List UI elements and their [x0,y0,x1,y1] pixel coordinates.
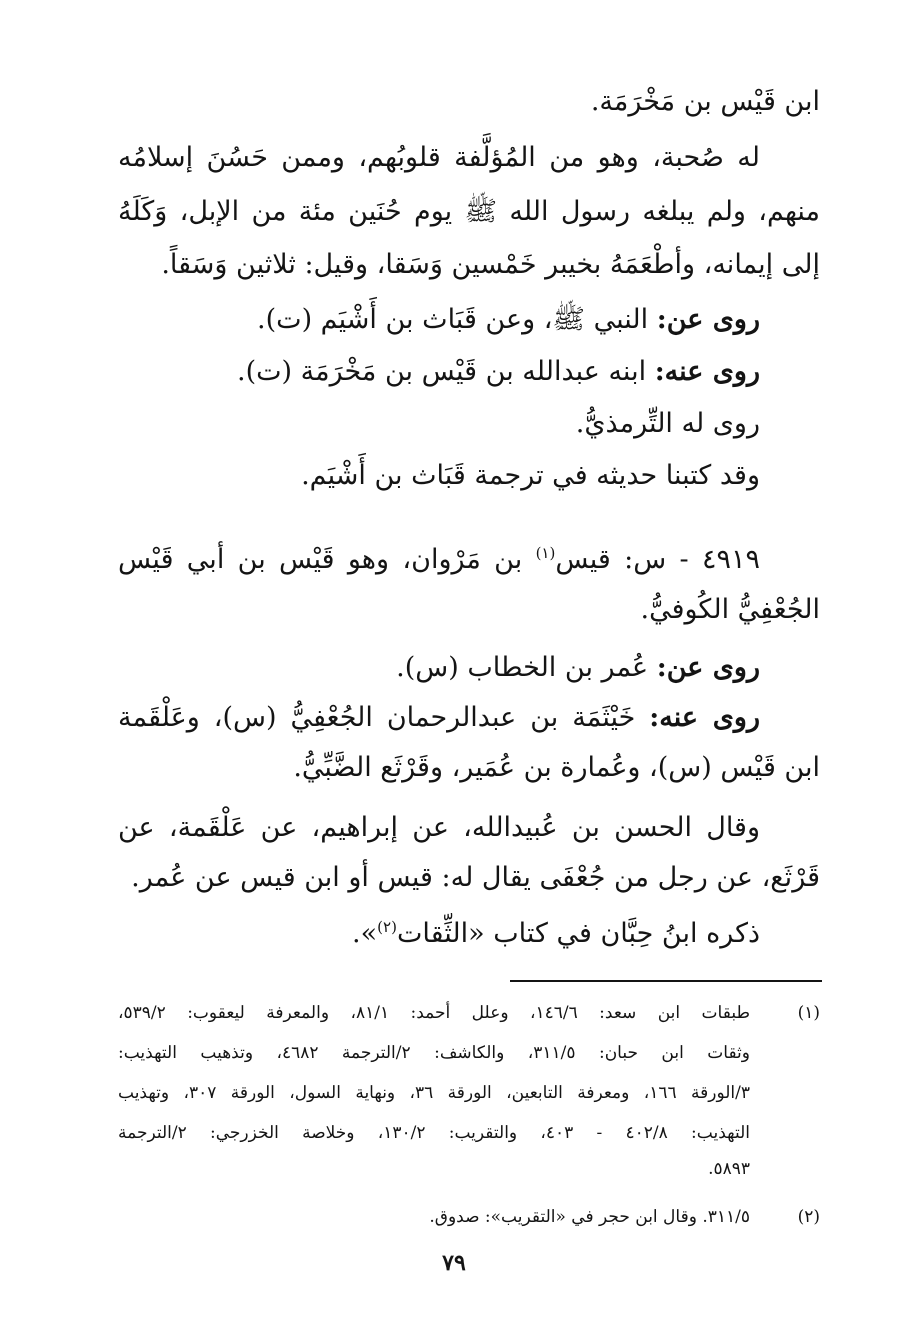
footnote-1-line-3: ٣/الورقة ١٦٦، ومعرفة التابعين، الورقة ٣٦، ونهاية السول، الورقة ٣٠٧، وتهذيب [118,1083,750,1103]
footnote-1-number: (١) [797,1003,820,1023]
qala-line-2: قَرْثَع، عن رجل من جُعْفَى يقال له: قيس أو ابن قيس عن عُمر. [131,862,820,893]
narrators-line-4919 [118,698,760,738]
footnote-separator [510,980,822,982]
entry-name-line: ابن قَيْس بن مَخْرَمَة. [590,86,820,117]
narrated-from-text: عُمر بن الخطاب (س). [396,652,657,683]
narrators-line [237,352,760,392]
footnote-1-line-5: ٥٨٩٣. [708,1159,750,1179]
footnote-1-line-2: وثقات ابن حبان: ٣١١/٥، والكاشف: ٢/الترجمة ٤٦٨٢، وتذهيب التهذيب: [118,1043,750,1063]
footnote-1-line-4: التهذيب: ٤٠٢/٨ - ٤٠٣، والتقريب: ١٣٠/٢، وخلاصة الخزرجي: ٢/الترجمة [118,1123,750,1143]
tirmidhi-line: روى له التِّرمذيُّ. [575,408,760,439]
entry-4919-heading [118,540,760,580]
page-number: ٧٩ [442,1250,466,1276]
narrated-from-label: روى عن: [656,304,760,335]
footnote-2-number: (٢) [797,1207,820,1227]
narrated-from-line-4919 [396,648,760,688]
biography-line-2: منهم، ولم يبلغه رسول الله ﷺ يوم حُنَين مئة من الإبل، وَكَلَهُ [118,196,820,227]
narrators-label: روى عنه: [654,356,760,387]
qala-line-1: وقال الحسن بن عُبيدالله، عن إبراهيم، عن عَلْقَمة، عن [118,812,760,843]
biography-line-1: له صُحبة، وهو من المُؤلَّفة قلوبُهم، وممن حَسُنَ إسلامُه [118,142,760,173]
footnote-2-text: ٣١١/٥. وقال ابن حجر في «التقريب»: صدوق. [429,1207,750,1227]
footnote-1-marker[interactable]: (١) [535,544,556,562]
entry-heading-end: بن مَرْوان، وهو قَيْس بن أبي قَيْس [118,544,536,575]
narrated-from-label: روى عن: [656,652,760,683]
entry-heading-start: ٤٩١٩ - س: قيس [555,544,760,575]
biography-line-3: إلى إيمانه، وأطْعَمَهُ بخيبر خَمْسين وَسَقا، وقيل: ثلاثين وَسَقاً. [161,249,820,280]
ibn-hibban-line [352,914,760,954]
narrators-continuation: ابن قَيْس (س)، وعُمارة بن عُمَير، وقَرْثَع الضَّبِّيُّ. [293,752,820,783]
ibn-hibban-end: ». [352,918,378,949]
narrated-from-line [257,300,760,340]
footnote-2-marker[interactable]: (٢) [377,918,397,936]
cross-reference-note: وقد كتبنا حديثه في ترجمة قَبَاث بن أَشْيَم. [301,460,760,491]
narrators-text: ابنه عبدالله بن قَيْس بن مَخْرَمَة (ت). [236,356,655,387]
narrators-label: روى عنه: [649,702,760,733]
ibn-hibban-text: ذكره ابنُ حِبَّان في كتاب «الثِّقات [396,918,760,949]
footnote-1-line-1: طبقات ابن سعد: ١٤٦/٦، وعلل أحمد: ٨١/١، والمعرفة ليعقوب: ٥٣٩/٢، [118,1003,750,1023]
entry-4919-nisba: الجُعْفِيُّ الكُوفيُّ. [640,594,820,625]
narrated-from-text: النبي ﷺ، وعن قَبَاث بن أَشْيَم (ت). [257,304,657,335]
narrators-text: خَيْثَمَة بن عبدالرحمان الجُعْفِيُّ (س)، وعَلْقَمة [118,702,650,733]
